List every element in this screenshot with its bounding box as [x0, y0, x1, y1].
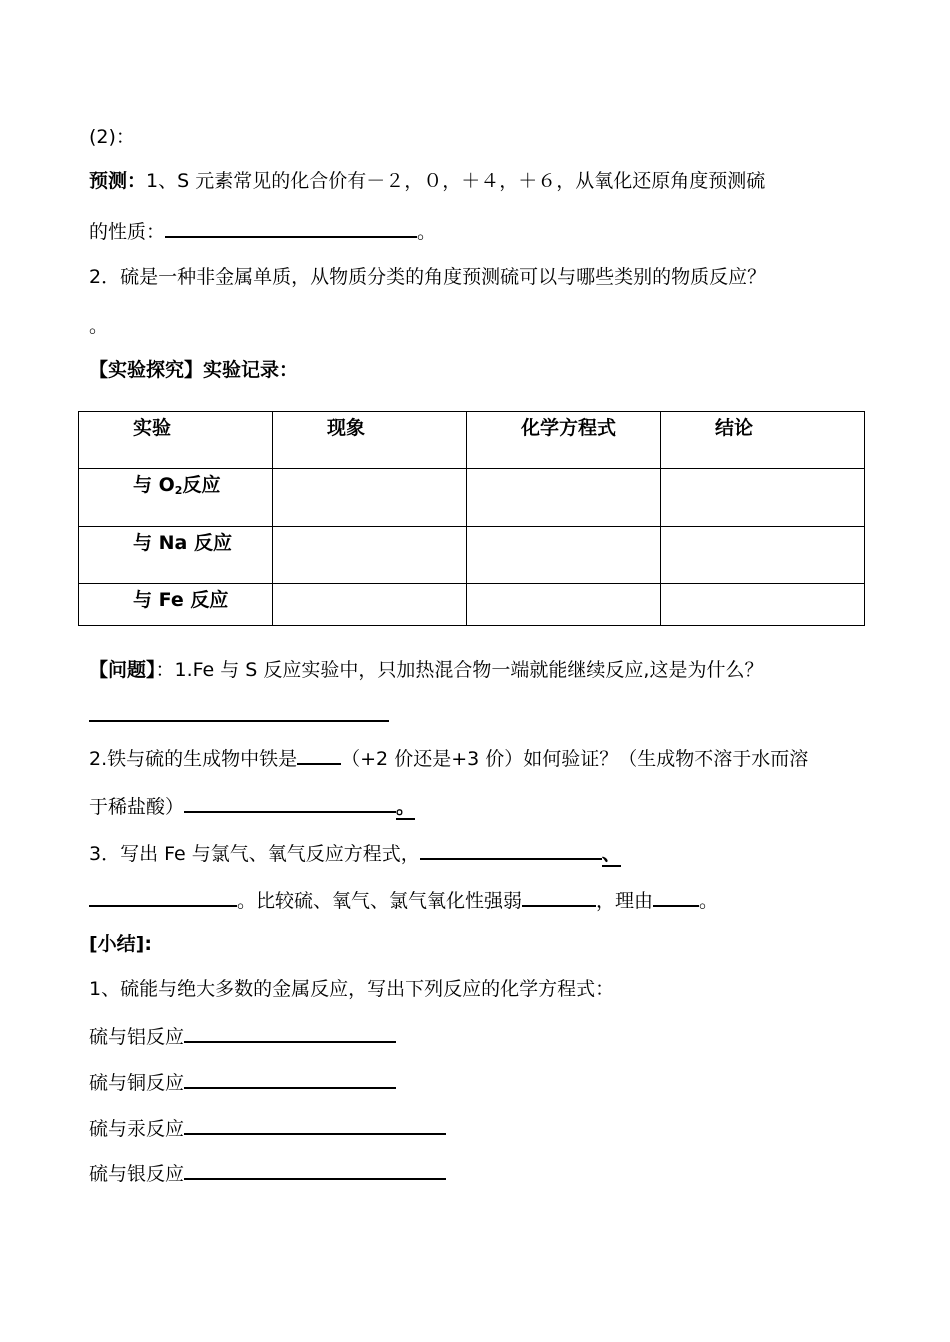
summary-item [89, 1113, 446, 1142]
subscript: 2 [174, 484, 183, 497]
question-2-cont [89, 791, 415, 820]
question-3-text-b: 。比较硫、氧气、氯气氧化性强弱 [237, 890, 523, 912]
prediction-q1-text: 1、S 元素常见的化合价有－２，０，＋４，＋６，从氧化还原角度预测硫 [146, 170, 766, 192]
column-header: 实验 [79, 412, 273, 469]
question-3-cont [89, 885, 718, 914]
period: 。 [417, 221, 437, 243]
summary-item-label: 硫与铜反应 [89, 1072, 185, 1094]
answer-blank[interactable] [184, 1113, 446, 1135]
answer-blank[interactable] [420, 838, 602, 860]
question-2 [89, 743, 808, 772]
prediction-label: 预测： [89, 170, 147, 192]
column-header: 结论 [661, 412, 865, 469]
question-label: 【问题】 [89, 659, 156, 681]
table-cell[interactable] [661, 469, 865, 527]
prediction-q1-cont-text: 的性质： [89, 221, 166, 243]
table-cell[interactable] [467, 469, 661, 527]
question-2-text-a: 2.铁与硫的生成物中铁是 [89, 748, 298, 770]
answer-blank[interactable] [184, 791, 396, 813]
answer-blank[interactable] [89, 885, 237, 907]
answer-blank[interactable] [165, 216, 417, 238]
period: 。 [396, 796, 416, 818]
summary-item-label: 硫与铝反应 [89, 1026, 185, 1048]
answer-blank[interactable] [522, 885, 596, 907]
question-1 [89, 657, 763, 683]
summary-intro: 1、硫能与绝大多数的金属反应，写出下列反应的化学方程式： [89, 978, 615, 1000]
table-cell[interactable] [661, 527, 865, 584]
answer-blank[interactable] [653, 885, 699, 907]
answer-blank[interactable] [184, 1067, 396, 1089]
experiment-table [78, 411, 865, 626]
table-row [79, 527, 865, 584]
table-cell[interactable] [273, 469, 467, 527]
column-header: 现象 [273, 412, 467, 469]
prediction-q2-end: 。 [89, 315, 109, 337]
row-label-prefix: 与 O [133, 474, 175, 496]
table-cell[interactable] [661, 584, 865, 626]
question-3-text-c: ，理由 [596, 890, 654, 912]
summary-heading: [小结]: [89, 933, 152, 955]
table-cell[interactable] [467, 527, 661, 584]
table-row [79, 584, 865, 626]
summary-item [89, 1158, 446, 1187]
table-cell[interactable] [467, 584, 661, 626]
answer-blank[interactable] [184, 1021, 396, 1043]
answer-blank[interactable] [89, 720, 389, 722]
row-label-fe: 与 Fe 反应 [79, 584, 273, 626]
question-3 [89, 838, 621, 867]
prediction-q2: 2．硫是一种非金属单质，从物质分类的角度预测硫可以与哪些类别的物质反应？ [89, 266, 767, 288]
table-cell[interactable] [273, 527, 467, 584]
prediction-q1-cont [89, 216, 436, 245]
table-header-row [79, 412, 865, 469]
summary-item [89, 1021, 396, 1050]
answer-blank[interactable] [297, 743, 341, 765]
experiment-heading: 【实验探究】实验记录： [89, 359, 299, 381]
summary-item-label: 硫与汞反应 [89, 1118, 185, 1140]
question-2-text-c: 于稀盐酸） [89, 796, 185, 818]
summary-item-label: 硫与银反应 [89, 1163, 185, 1185]
question-1-text: ：1.Fe 与 S 反应实验中，只加热混合物一端就能继续反应,这是为什么？ [155, 659, 764, 681]
period: 。 [699, 890, 719, 912]
prediction-q1 [89, 168, 765, 194]
table-cell[interactable] [273, 584, 467, 626]
separator: 、 [601, 843, 621, 865]
question-3-text-a: 3．写出 Fe 与氯气、氧气反应方程式， [89, 843, 420, 865]
summary-item [89, 1067, 396, 1096]
row-label-na: 与 Na 反应 [79, 527, 273, 584]
column-header: 化学方程式 [467, 412, 661, 469]
row-label-suffix: 反应 [182, 474, 221, 496]
question-2-text-b: （+2 价还是+3 价）如何验证？（生成物不溶于水而溶 [341, 748, 809, 770]
row-label-o2 [79, 469, 273, 527]
table-row [79, 469, 865, 527]
part-label: (2)： [89, 126, 135, 148]
answer-blank[interactable] [184, 1158, 446, 1180]
